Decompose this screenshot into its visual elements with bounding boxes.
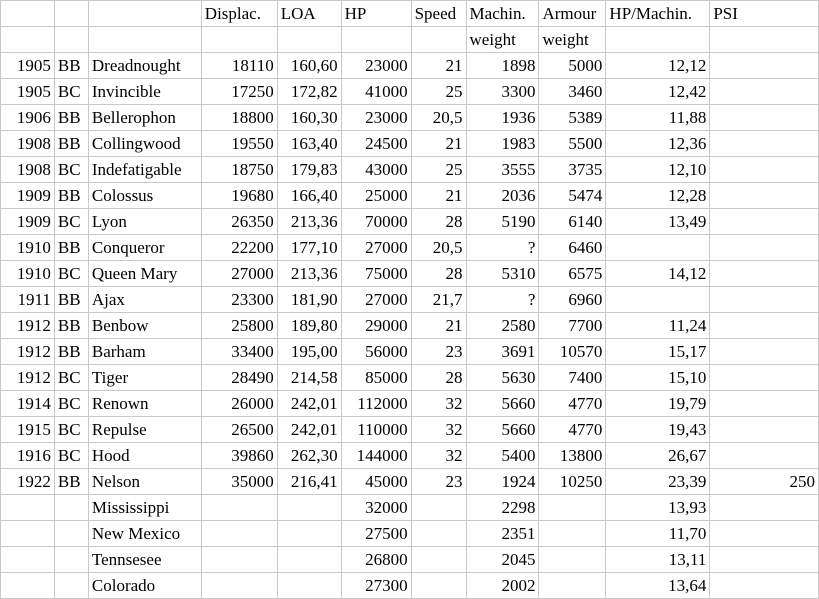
cell-hp-per-machinery[interactable]: 13,11: [606, 547, 710, 573]
cell-machinery-weight[interactable]: 2298: [466, 495, 539, 521]
cell-psi[interactable]: [710, 313, 819, 339]
cell-machinery-weight[interactable]: 1983: [466, 131, 539, 157]
cell-ship-name[interactable]: Queen Mary: [88, 261, 201, 287]
cell-armour-weight[interactable]: 6460: [539, 235, 606, 261]
header-cell-psi[interactable]: PSI: [710, 1, 819, 27]
cell-machinery-weight[interactable]: 5660: [466, 417, 539, 443]
cell-loa[interactable]: 177,10: [277, 235, 341, 261]
cell-psi[interactable]: [710, 261, 819, 287]
cell-hp[interactable]: 27000: [341, 287, 411, 313]
cell-speed[interactable]: 21,7: [411, 287, 466, 313]
cell-armour-weight[interactable]: 6575: [539, 261, 606, 287]
table-row: [1, 131, 819, 157]
table-row: [1, 339, 819, 365]
cell-displacement[interactable]: 26000: [201, 391, 277, 417]
cell-hp-per-machinery[interactable]: 11,70: [606, 521, 710, 547]
cell-speed[interactable]: 20,5: [411, 105, 466, 131]
cell-type[interactable]: BB: [54, 313, 88, 339]
cell-armour-weight[interactable]: 4770: [539, 391, 606, 417]
cell-machinery-weight[interactable]: 3691: [466, 339, 539, 365]
cell-armour-weight[interactable]: [539, 495, 606, 521]
cell-hp-per-machinery[interactable]: 13,93: [606, 495, 710, 521]
cell-displacement[interactable]: [201, 495, 277, 521]
cell-speed[interactable]: 21: [411, 53, 466, 79]
cell-armour-weight[interactable]: 7700: [539, 313, 606, 339]
cell-loa[interactable]: 213,36: [277, 209, 341, 235]
table-row: [1, 209, 819, 235]
header-cell-loa[interactable]: [277, 27, 341, 53]
cell-machinery-weight[interactable]: 3555: [466, 157, 539, 183]
cell-year[interactable]: 1905: [1, 79, 55, 105]
cell-loa[interactable]: [277, 521, 341, 547]
cell-machinery-weight[interactable]: 2045: [466, 547, 539, 573]
cell-armour-weight[interactable]: 3735: [539, 157, 606, 183]
cell-psi[interactable]: [710, 53, 819, 79]
cell-psi[interactable]: [710, 79, 819, 105]
cell-ship-name[interactable]: Colorado: [88, 573, 201, 599]
cell-speed[interactable]: 25: [411, 79, 466, 105]
cell-hp-per-machinery[interactable]: 15,10: [606, 365, 710, 391]
cell-psi[interactable]: [710, 521, 819, 547]
cell-loa[interactable]: 163,40: [277, 131, 341, 157]
cell-machinery-weight[interactable]: 5190: [466, 209, 539, 235]
cell-machinery-weight[interactable]: ?: [466, 287, 539, 313]
cell-year[interactable]: [1, 547, 55, 573]
cell-displacement[interactable]: 35000: [201, 469, 277, 495]
table-row: [1, 469, 819, 495]
cell-armour-weight[interactable]: 6960: [539, 287, 606, 313]
cell-hp[interactable]: 24500: [341, 131, 411, 157]
table-row: [1, 365, 819, 391]
cell-armour-weight[interactable]: 5389: [539, 105, 606, 131]
table-row: [1, 495, 819, 521]
cell-armour-weight[interactable]: 10250: [539, 469, 606, 495]
cell-ship-name[interactable]: Benbow: [88, 313, 201, 339]
cell-speed[interactable]: 28: [411, 209, 466, 235]
cell-year[interactable]: 1922: [1, 469, 55, 495]
cell-hp-per-machinery[interactable]: 19,79: [606, 391, 710, 417]
cell-year[interactable]: 1906: [1, 105, 55, 131]
header-cell-speed[interactable]: Speed: [411, 1, 466, 27]
table-row: [1, 417, 819, 443]
cell-type[interactable]: [54, 547, 88, 573]
cell-hp[interactable]: 32000: [341, 495, 411, 521]
cell-ship-name[interactable]: Colossus: [88, 183, 201, 209]
cell-hp-per-machinery[interactable]: 12,42: [606, 79, 710, 105]
header-row: [1, 1, 819, 27]
cell-psi[interactable]: [710, 391, 819, 417]
cell-machinery-weight[interactable]: 2002: [466, 573, 539, 599]
cell-year[interactable]: 1916: [1, 443, 55, 469]
cell-ship-name[interactable]: Bellerophon: [88, 105, 201, 131]
cell-year[interactable]: 1911: [1, 287, 55, 313]
cell-year[interactable]: [1, 495, 55, 521]
cell-hp-per-machinery[interactable]: [606, 235, 710, 261]
cell-loa[interactable]: 179,83: [277, 157, 341, 183]
cell-loa[interactable]: 172,82: [277, 79, 341, 105]
cell-psi[interactable]: [710, 131, 819, 157]
cell-year[interactable]: 1912: [1, 313, 55, 339]
cell-type[interactable]: [54, 495, 88, 521]
cell-ship-name[interactable]: Barham: [88, 339, 201, 365]
header-cell-displacement[interactable]: [201, 27, 277, 53]
table-body: [1, 1, 819, 599]
cell-year[interactable]: 1909: [1, 183, 55, 209]
cell-speed[interactable]: 23: [411, 339, 466, 365]
header-cell-year[interactable]: [1, 27, 55, 53]
header-cell-machinery-weight[interactable]: Machin.: [466, 1, 539, 27]
cell-displacement[interactable]: [201, 547, 277, 573]
cell-type[interactable]: BC: [54, 417, 88, 443]
cell-psi[interactable]: [710, 365, 819, 391]
cell-ship-name[interactable]: Lyon: [88, 209, 201, 235]
cell-psi[interactable]: [710, 547, 819, 573]
cell-loa[interactable]: 160,60: [277, 53, 341, 79]
cell-ship-name[interactable]: Repulse: [88, 417, 201, 443]
table-row: [1, 235, 819, 261]
cell-hp[interactable]: 110000: [341, 417, 411, 443]
cell-hp-per-machinery[interactable]: 11,88: [606, 105, 710, 131]
cell-hp[interactable]: 23000: [341, 53, 411, 79]
cell-psi[interactable]: [710, 339, 819, 365]
cell-armour-weight[interactable]: [539, 521, 606, 547]
header-cell-year[interactable]: [1, 1, 55, 27]
cell-machinery-weight[interactable]: 5630: [466, 365, 539, 391]
table-row: [1, 443, 819, 469]
cell-displacement[interactable]: [201, 521, 277, 547]
cell-year[interactable]: 1915: [1, 417, 55, 443]
cell-hp[interactable]: 43000: [341, 157, 411, 183]
cell-displacement[interactable]: 19680: [201, 183, 277, 209]
cell-hp-per-machinery[interactable]: 12,10: [606, 157, 710, 183]
cell-machinery-weight[interactable]: ?: [466, 235, 539, 261]
table-row: [1, 183, 819, 209]
cell-hp[interactable]: 41000: [341, 79, 411, 105]
cell-armour-weight[interactable]: 5500: [539, 131, 606, 157]
cell-type[interactable]: BC: [54, 391, 88, 417]
cell-loa[interactable]: 216,41: [277, 469, 341, 495]
cell-machinery-weight[interactable]: 3300: [466, 79, 539, 105]
cell-ship-name[interactable]: Indefatigable: [88, 157, 201, 183]
cell-psi[interactable]: [710, 573, 819, 599]
cell-speed[interactable]: 28: [411, 365, 466, 391]
cell-type[interactable]: BC: [54, 261, 88, 287]
cell-displacement[interactable]: 26350: [201, 209, 277, 235]
cell-hp-per-machinery[interactable]: 11,24: [606, 313, 710, 339]
header-cell-displacement[interactable]: Displac.: [201, 1, 277, 27]
cell-psi[interactable]: [710, 183, 819, 209]
header-cell-speed[interactable]: [411, 27, 466, 53]
header-cell-armour-weight[interactable]: weight: [539, 27, 606, 53]
cell-ship-name[interactable]: Collingwood: [88, 131, 201, 157]
cell-machinery-weight[interactable]: 5310: [466, 261, 539, 287]
table-row: [1, 287, 819, 313]
cell-displacement[interactable]: 18800: [201, 105, 277, 131]
header-cell-ship-name[interactable]: [88, 1, 201, 27]
cell-displacement[interactable]: 26500: [201, 417, 277, 443]
cell-hp[interactable]: 25000: [341, 183, 411, 209]
cell-loa[interactable]: [277, 573, 341, 599]
cell-loa[interactable]: 181,90: [277, 287, 341, 313]
cell-year[interactable]: [1, 573, 55, 599]
cell-ship-name[interactable]: Ajax: [88, 287, 201, 313]
table-row: [1, 313, 819, 339]
cell-speed[interactable]: 25: [411, 157, 466, 183]
cell-year[interactable]: 1905: [1, 53, 55, 79]
cell-hp[interactable]: 56000: [341, 339, 411, 365]
cell-speed[interactable]: 32: [411, 443, 466, 469]
cell-type[interactable]: BB: [54, 287, 88, 313]
cell-loa[interactable]: 189,80: [277, 313, 341, 339]
cell-displacement[interactable]: 18750: [201, 157, 277, 183]
cell-hp[interactable]: 112000: [341, 391, 411, 417]
table-row: [1, 79, 819, 105]
cell-hp-per-machinery[interactable]: 19,43: [606, 417, 710, 443]
cell-loa[interactable]: 160,30: [277, 105, 341, 131]
cell-hp-per-machinery[interactable]: 13,64: [606, 573, 710, 599]
cell-armour-weight[interactable]: 5474: [539, 183, 606, 209]
cell-psi[interactable]: [710, 417, 819, 443]
cell-armour-weight[interactable]: 6140: [539, 209, 606, 235]
cell-speed[interactable]: 20,5: [411, 235, 466, 261]
cell-type[interactable]: BB: [54, 235, 88, 261]
table-row: [1, 573, 819, 599]
cell-hp[interactable]: 27300: [341, 573, 411, 599]
cell-armour-weight[interactable]: 4770: [539, 417, 606, 443]
cell-psi[interactable]: [710, 157, 819, 183]
cell-psi[interactable]: [710, 105, 819, 131]
cell-type[interactable]: BB: [54, 339, 88, 365]
cell-machinery-weight[interactable]: 1898: [466, 53, 539, 79]
cell-displacement[interactable]: 19550: [201, 131, 277, 157]
cell-hp[interactable]: 45000: [341, 469, 411, 495]
cell-speed[interactable]: [411, 573, 466, 599]
cell-ship-name[interactable]: Hood: [88, 443, 201, 469]
cell-type[interactable]: BC: [54, 209, 88, 235]
cell-hp[interactable]: 27000: [341, 235, 411, 261]
cell-year[interactable]: 1910: [1, 261, 55, 287]
cell-hp[interactable]: 144000: [341, 443, 411, 469]
cell-machinery-weight[interactable]: 5400: [466, 443, 539, 469]
cell-type[interactable]: [54, 573, 88, 599]
table-row: [1, 391, 819, 417]
cell-hp[interactable]: 70000: [341, 209, 411, 235]
cell-psi[interactable]: [710, 443, 819, 469]
cell-displacement[interactable]: 39860: [201, 443, 277, 469]
cell-ship-name[interactable]: Conqueror: [88, 235, 201, 261]
cell-machinery-weight[interactable]: 2036: [466, 183, 539, 209]
header-cell-type[interactable]: [54, 27, 88, 53]
cell-displacement[interactable]: 33400: [201, 339, 277, 365]
header-cell-armour-weight[interactable]: Armour: [539, 1, 606, 27]
cell-hp[interactable]: 26800: [341, 547, 411, 573]
header-cell-psi[interactable]: [710, 27, 819, 53]
cell-loa[interactable]: [277, 547, 341, 573]
cell-armour-weight[interactable]: 5000: [539, 53, 606, 79]
header-cell-machinery-weight[interactable]: weight: [466, 27, 539, 53]
cell-hp-per-machinery[interactable]: 12,36: [606, 131, 710, 157]
cell-hp-per-machinery[interactable]: 26,67: [606, 443, 710, 469]
header-cell-loa[interactable]: LOA: [277, 1, 341, 27]
header-cell-ship-name[interactable]: [88, 27, 201, 53]
cell-ship-name[interactable]: Tennsesee: [88, 547, 201, 573]
table-row: [1, 547, 819, 573]
cell-year[interactable]: [1, 521, 55, 547]
cell-speed[interactable]: [411, 521, 466, 547]
header-cell-hp-per-machinery[interactable]: HP/Machin.: [606, 1, 710, 27]
cell-psi[interactable]: [710, 495, 819, 521]
cell-year[interactable]: 1909: [1, 209, 55, 235]
header-cell-type[interactable]: [54, 1, 88, 27]
cell-speed[interactable]: 32: [411, 417, 466, 443]
cell-speed[interactable]: 21: [411, 131, 466, 157]
cell-armour-weight[interactable]: 7400: [539, 365, 606, 391]
cell-machinery-weight[interactable]: 5660: [466, 391, 539, 417]
cell-armour-weight[interactable]: [539, 573, 606, 599]
cell-hp-per-machinery[interactable]: 14,12: [606, 261, 710, 287]
cell-displacement[interactable]: 28490: [201, 365, 277, 391]
cell-type[interactable]: BC: [54, 365, 88, 391]
cell-year[interactable]: 1912: [1, 339, 55, 365]
cell-loa[interactable]: 214,58: [277, 365, 341, 391]
cell-loa[interactable]: [277, 495, 341, 521]
cell-year[interactable]: 1908: [1, 157, 55, 183]
header-cell-hp[interactable]: HP: [341, 1, 411, 27]
cell-type[interactable]: BB: [54, 53, 88, 79]
cell-ship-name[interactable]: Mississippi: [88, 495, 201, 521]
cell-displacement[interactable]: 25800: [201, 313, 277, 339]
header-row: [1, 27, 819, 53]
cell-speed[interactable]: [411, 495, 466, 521]
cell-machinery-weight[interactable]: 2580: [466, 313, 539, 339]
cell-type[interactable]: BB: [54, 469, 88, 495]
cell-year[interactable]: 1914: [1, 391, 55, 417]
table-row: [1, 53, 819, 79]
cell-loa[interactable]: 242,01: [277, 417, 341, 443]
cell-ship-name[interactable]: Nelson: [88, 469, 201, 495]
header-cell-hp-per-machinery[interactable]: [606, 27, 710, 53]
cell-loa[interactable]: 262,30: [277, 443, 341, 469]
cell-armour-weight[interactable]: [539, 547, 606, 573]
cell-psi[interactable]: [710, 209, 819, 235]
cell-armour-weight[interactable]: 3460: [539, 79, 606, 105]
cell-year[interactable]: 1910: [1, 235, 55, 261]
cell-psi[interactable]: [710, 287, 819, 313]
cell-loa[interactable]: 242,01: [277, 391, 341, 417]
cell-type[interactable]: [54, 521, 88, 547]
cell-hp[interactable]: 85000: [341, 365, 411, 391]
cell-displacement[interactable]: [201, 573, 277, 599]
cell-speed[interactable]: 23: [411, 469, 466, 495]
cell-displacement[interactable]: 17250: [201, 79, 277, 105]
cell-speed[interactable]: 28: [411, 261, 466, 287]
cell-hp-per-machinery[interactable]: 12,12: [606, 53, 710, 79]
cell-type[interactable]: BB: [54, 131, 88, 157]
cell-ship-name[interactable]: Invincible: [88, 79, 201, 105]
cell-displacement[interactable]: 22200: [201, 235, 277, 261]
cell-machinery-weight[interactable]: 1936: [466, 105, 539, 131]
cell-year[interactable]: 1908: [1, 131, 55, 157]
cell-year[interactable]: 1912: [1, 365, 55, 391]
cell-hp-per-machinery[interactable]: [606, 287, 710, 313]
cell-armour-weight[interactable]: 10570: [539, 339, 606, 365]
cell-machinery-weight[interactable]: 1924: [466, 469, 539, 495]
cell-type[interactable]: BB: [54, 183, 88, 209]
cell-ship-name[interactable]: Tiger: [88, 365, 201, 391]
table-row: [1, 105, 819, 131]
cell-loa[interactable]: 195,00: [277, 339, 341, 365]
table-row: [1, 157, 819, 183]
cell-type[interactable]: BB: [54, 105, 88, 131]
table-row: [1, 521, 819, 547]
cell-type[interactable]: BC: [54, 79, 88, 105]
cell-armour-weight[interactable]: 13800: [539, 443, 606, 469]
header-cell-hp[interactable]: [341, 27, 411, 53]
cell-psi[interactable]: [710, 235, 819, 261]
cell-hp[interactable]: 23000: [341, 105, 411, 131]
cell-hp[interactable]: 75000: [341, 261, 411, 287]
cell-machinery-weight[interactable]: 2351: [466, 521, 539, 547]
cell-ship-name[interactable]: Renown: [88, 391, 201, 417]
cell-speed[interactable]: 21: [411, 183, 466, 209]
cell-ship-name[interactable]: New Mexico: [88, 521, 201, 547]
cell-speed[interactable]: 32: [411, 391, 466, 417]
cell-type[interactable]: BC: [54, 157, 88, 183]
cell-hp-per-machinery[interactable]: 12,28: [606, 183, 710, 209]
cell-type[interactable]: BC: [54, 443, 88, 469]
cell-hp-per-machinery[interactable]: 13,49: [606, 209, 710, 235]
cell-loa[interactable]: 213,36: [277, 261, 341, 287]
cell-loa[interactable]: 166,40: [277, 183, 341, 209]
cell-displacement[interactable]: 27000: [201, 261, 277, 287]
cell-hp-per-machinery[interactable]: 23,39: [606, 469, 710, 495]
cell-psi[interactable]: 250: [710, 469, 819, 495]
cell-hp-per-machinery[interactable]: 15,17: [606, 339, 710, 365]
cell-displacement[interactable]: 23300: [201, 287, 277, 313]
cell-hp[interactable]: 29000: [341, 313, 411, 339]
cell-ship-name[interactable]: Dreadnought: [88, 53, 201, 79]
cell-displacement[interactable]: 18110: [201, 53, 277, 79]
table-row: [1, 261, 819, 287]
cell-speed[interactable]: 21: [411, 313, 466, 339]
cell-hp[interactable]: 27500: [341, 521, 411, 547]
cell-speed[interactable]: [411, 547, 466, 573]
